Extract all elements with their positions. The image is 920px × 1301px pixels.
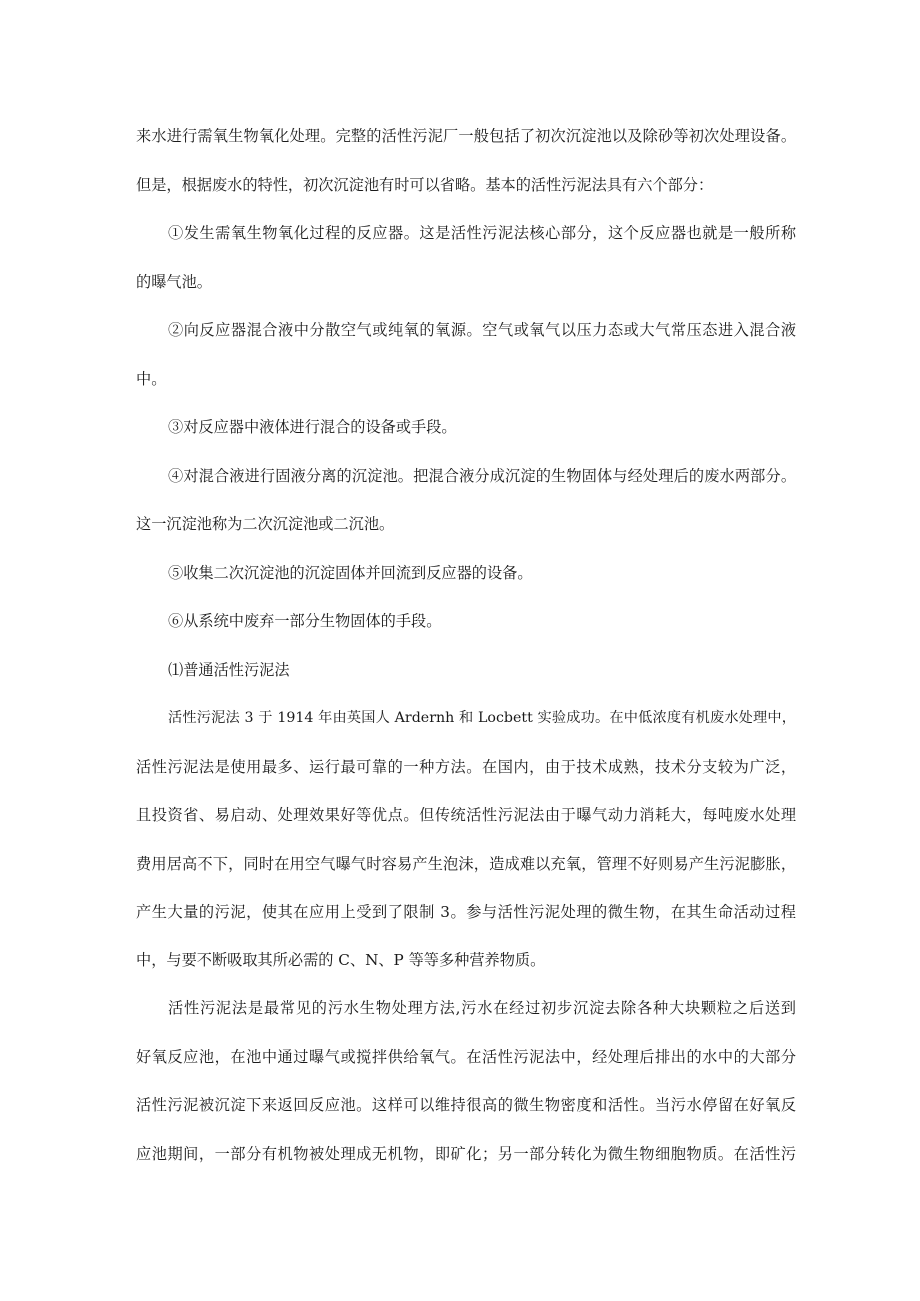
paragraph-line: 好氧反应池，在池中通过曝气或搅拌供给氧气。在活性污泥法中，经处理后排出的水中的大部分 [136,1048,796,1066]
paragraph-line: 且投资省、易启动、处理效果好等优点。但传统活性污泥法由于曝气动力消耗大，每吨废水处理 [136,806,796,824]
paragraph-line: 活性污泥法 3 于 1914 年由英国人 Ardernh 和 Locbett 实验成功。在中低浓度有机废水处理中， [168,710,796,726]
list-item-6: ⑥从系统中废弃一部分生物固体的手段。 [168,612,442,630]
list-item-5: ⑤收集二次沉淀池的沉淀固体并回流到反应器的设备。 [168,564,533,582]
paragraph-line: 活性污泥法是最常见的污水生物处理方法,污水在经过初步沉淀去除各种大块颗粒之后送到 [168,999,796,1017]
list-item-3: ③对反应器中液体进行混合的设备或手段。 [168,418,457,436]
paragraph-line: 活性污泥法是使用最多、运行最可靠的一种方法。在国内，由于技术成熟，技术分支较为广泛， [136,758,796,776]
paragraph-line: 来水进行需氧生物氧化处理。完整的活性污泥厂一般包括了初次沉淀池以及除砂等初次处理设备。 [136,127,796,145]
paragraph-line: 这一沉淀池称为二次沉淀池或二沉池。 [136,515,395,533]
paragraph-line: 费用居高不下，同时在用空气曝气时容易产生泡沫，造成难以充氧，管理不好则易产生污泥膨胀， [136,855,796,873]
list-item-4: ④对混合液进行固液分离的沉淀池。把混合液分成沉淀的生物固体与经处理后的废水两部分。 [168,467,796,485]
paragraph-line: 的曝气池。 [136,273,212,291]
section-heading: ⑴普通活性污泥法 [168,661,290,679]
paragraph-line: 中，与要不断吸取其所必需的 C、N、P 等等多种营养物质。 [136,951,546,969]
paragraph-line: 产生大量的污泥，使其在应用上受到了限制 3。参与活性污泥处理的微生物，在其生命活动过程 [136,903,796,921]
paragraph-line: 活性污泥被沉淀下来返回反应池。这样可以维持很高的微生物密度和活性。当污水停留在好氧反 [136,1096,796,1114]
paragraph-line: 但是，根据废水的特性，初次沉淀池有时可以省略。基本的活性污泥法具有六个部分： [136,176,714,194]
list-item-2: ②向反应器混合液中分散空气或纯氧的氧源。空气或氧气以压力态或大气常压态进入混合液 [168,321,796,339]
paragraph-line: 中。 [136,370,167,388]
paragraph-line: 应池期间，一部分有机物被处理成无机物，即矿化；另一部分转化为微生物细胞物质。在活性污 [136,1145,796,1163]
list-item-1: ①发生需氧生物氧化过程的反应器。这是活性污泥法核心部分，这个反应器也就是一般所称 [168,224,796,242]
